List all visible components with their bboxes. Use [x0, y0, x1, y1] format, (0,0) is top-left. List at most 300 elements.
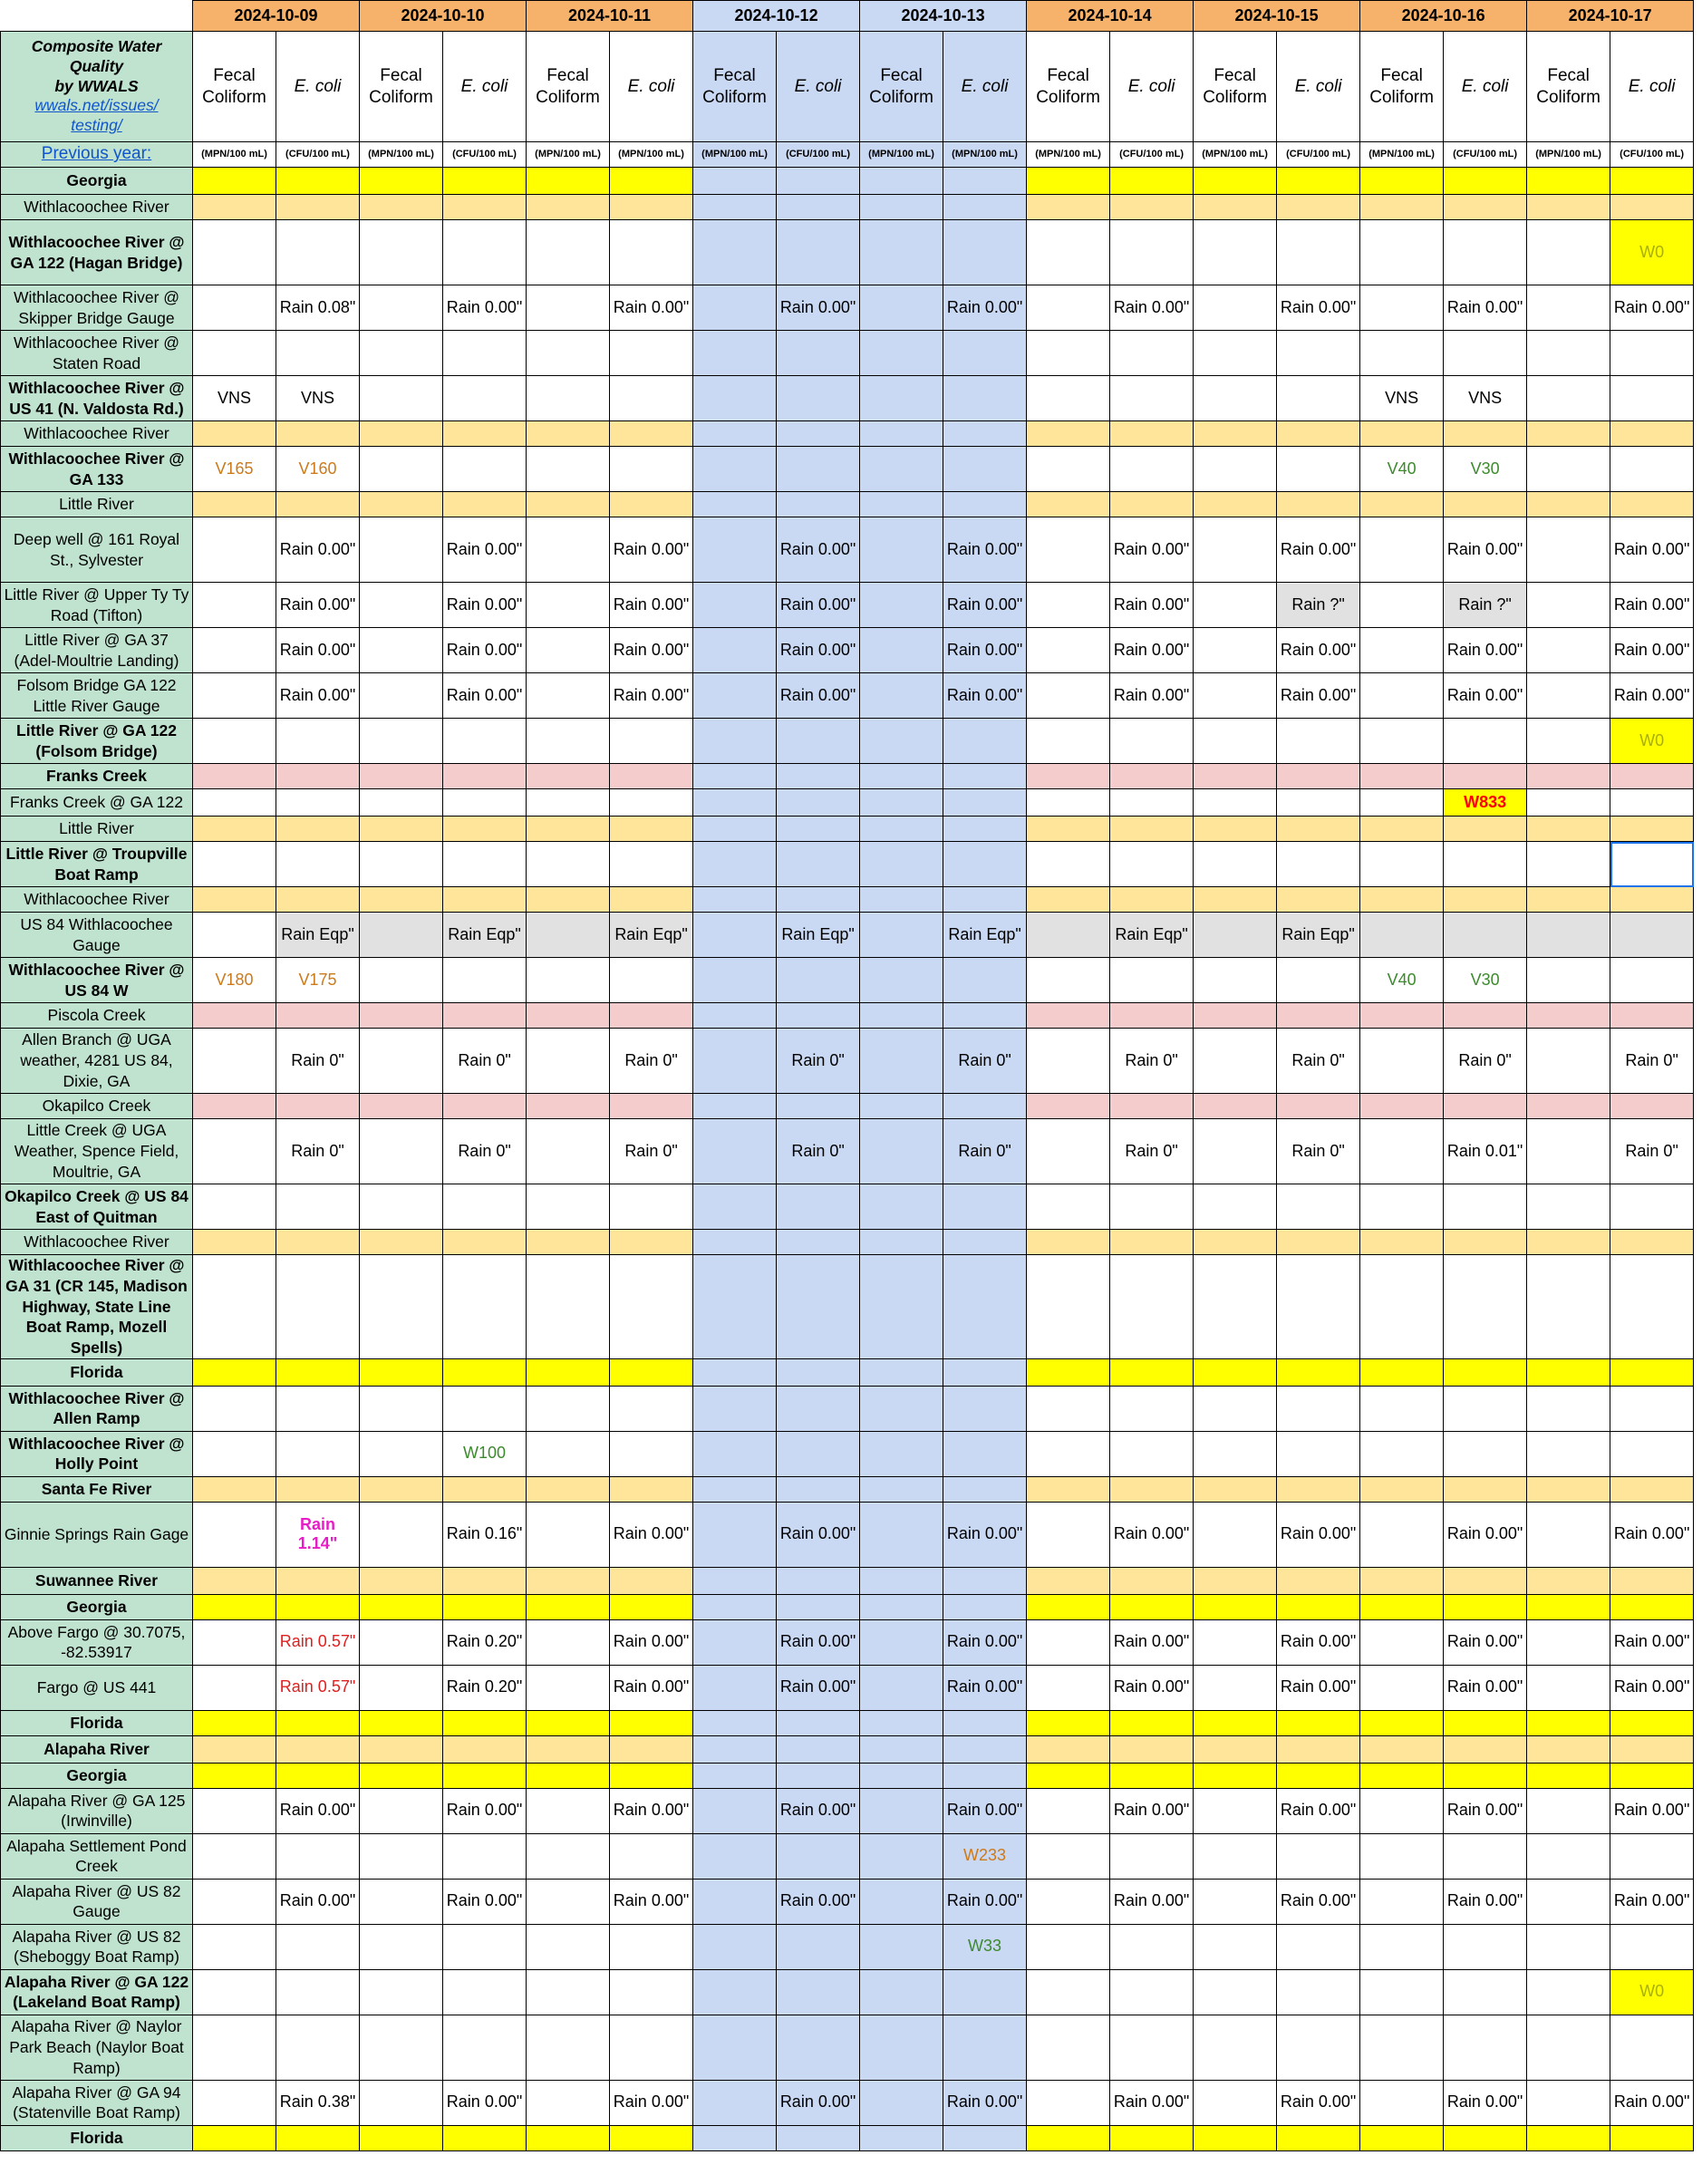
data-cell[interactable] [360, 719, 443, 764]
data-cell[interactable] [1360, 1619, 1444, 1665]
data-cell[interactable] [360, 887, 443, 913]
data-cell[interactable] [1610, 1735, 1694, 1763]
data-cell[interactable] [193, 1969, 276, 2015]
data-cell[interactable] [1277, 1476, 1360, 1502]
data-cell[interactable] [1360, 2080, 1444, 2125]
data-cell[interactable] [1444, 719, 1527, 764]
data-cell[interactable] [360, 168, 443, 195]
data-cell[interactable] [443, 2125, 527, 2150]
data-cell[interactable] [193, 195, 276, 220]
date-header-cell[interactable]: 2024-10-11 [527, 1, 693, 32]
site-name-cell[interactable]: Little River [1, 817, 193, 842]
data-cell[interactable] [360, 1230, 443, 1255]
data-cell[interactable]: Rain 0.38" [276, 2080, 360, 2125]
data-cell[interactable]: Rain 0.00" [1110, 2080, 1194, 2125]
data-cell[interactable] [193, 1184, 276, 1230]
data-cell[interactable] [527, 1386, 610, 1431]
data-cell[interactable] [1194, 958, 1277, 1003]
data-cell[interactable]: Rain 0.00" [943, 517, 1027, 583]
data-cell[interactable]: Rain 0.00" [610, 1788, 693, 1833]
data-cell[interactable]: Rain 0" [1610, 1119, 1694, 1184]
data-cell[interactable] [860, 1230, 943, 1255]
data-cell[interactable] [777, 1184, 860, 1230]
data-cell[interactable] [693, 764, 777, 789]
data-cell[interactable] [777, 1567, 860, 1594]
data-cell[interactable] [527, 517, 610, 583]
data-cell[interactable]: Rain 0.00" [777, 517, 860, 583]
data-cell[interactable]: Rain 0.00" [1610, 628, 1694, 673]
parameter-header-cell[interactable]: E. coli [1610, 32, 1694, 142]
data-cell[interactable] [1527, 1924, 1610, 1969]
data-cell[interactable] [1194, 719, 1277, 764]
data-cell[interactable] [610, 492, 693, 517]
data-cell[interactable]: Rain 0" [610, 1119, 693, 1184]
data-cell[interactable] [1027, 1710, 1110, 1735]
data-cell[interactable] [1610, 1094, 1694, 1119]
data-cell[interactable] [1444, 1710, 1527, 1735]
data-cell[interactable] [360, 1567, 443, 1594]
data-cell[interactable] [276, 1255, 360, 1359]
data-cell[interactable] [1360, 1184, 1444, 1230]
data-cell[interactable] [193, 673, 276, 719]
data-cell[interactable]: Rain 0.00" [443, 1879, 527, 1924]
data-cell[interactable] [1194, 421, 1277, 447]
parameter-header-cell[interactable]: E. coli [1110, 32, 1194, 142]
data-cell[interactable] [1360, 331, 1444, 376]
data-cell[interactable] [1527, 195, 1610, 220]
data-cell[interactable] [943, 376, 1027, 421]
data-cell[interactable] [693, 1567, 777, 1594]
data-cell[interactable] [1360, 1763, 1444, 1788]
data-cell[interactable] [193, 1119, 276, 1184]
data-cell[interactable] [777, 1094, 860, 1119]
data-cell[interactable]: Rain 0.00" [276, 517, 360, 583]
data-cell[interactable] [527, 842, 610, 887]
data-cell[interactable] [1110, 2015, 1194, 2080]
data-cell[interactable] [1527, 1788, 1610, 1833]
data-cell[interactable] [1110, 817, 1194, 842]
site-name-cell[interactable]: Ginnie Springs Rain Gage [1, 1502, 193, 1567]
data-cell[interactable]: Rain 0.00" [610, 1879, 693, 1924]
data-cell[interactable] [1110, 1476, 1194, 1502]
data-cell[interactable] [693, 517, 777, 583]
data-cell[interactable] [610, 220, 693, 285]
data-cell[interactable] [1527, 1230, 1610, 1255]
data-cell[interactable] [1194, 1833, 1277, 1879]
data-cell[interactable] [443, 789, 527, 817]
data-cell[interactable]: Rain 0.00" [1444, 517, 1527, 583]
data-cell[interactable] [527, 1431, 610, 1476]
data-cell[interactable] [1110, 1431, 1194, 1476]
data-cell[interactable] [193, 1029, 276, 1094]
data-cell[interactable] [1194, 1502, 1277, 1567]
data-cell[interactable] [1527, 2080, 1610, 2125]
data-cell[interactable] [1194, 673, 1277, 719]
data-cell[interactable] [1527, 887, 1610, 913]
data-cell[interactable] [276, 887, 360, 913]
data-cell[interactable]: Rain 0.00" [943, 628, 1027, 673]
data-cell[interactable] [1527, 1255, 1610, 1359]
data-cell[interactable] [777, 168, 860, 195]
data-cell[interactable] [860, 421, 943, 447]
data-cell[interactable] [1194, 1476, 1277, 1502]
data-cell[interactable] [276, 1184, 360, 1230]
data-cell[interactable] [1027, 1119, 1110, 1184]
data-cell[interactable]: Rain 0.00" [276, 1788, 360, 1833]
data-cell[interactable] [1194, 447, 1277, 492]
data-cell[interactable]: V165 [193, 447, 276, 492]
data-cell[interactable]: Rain 0.00" [1444, 628, 1527, 673]
data-cell[interactable]: Rain 0.00" [943, 1502, 1027, 1567]
data-cell[interactable] [1277, 887, 1360, 913]
data-cell[interactable] [943, 421, 1027, 447]
data-cell[interactable]: Rain 0.00" [943, 2080, 1027, 2125]
data-cell[interactable]: V40 [1360, 447, 1444, 492]
data-cell[interactable] [276, 1567, 360, 1594]
data-cell[interactable]: W0 [1610, 220, 1694, 285]
data-cell[interactable] [777, 719, 860, 764]
data-cell[interactable] [777, 887, 860, 913]
data-cell[interactable] [1360, 789, 1444, 817]
data-cell[interactable] [360, 1029, 443, 1094]
parameter-header-cell[interactable]: E. coli [276, 32, 360, 142]
units-cell[interactable]: (MPN/100 mL) [610, 142, 693, 168]
data-cell[interactable] [1194, 517, 1277, 583]
data-cell[interactable]: Rain 0.00" [443, 285, 527, 331]
data-cell[interactable] [360, 1879, 443, 1924]
data-cell[interactable] [527, 168, 610, 195]
data-cell[interactable] [1194, 887, 1277, 913]
data-cell[interactable] [1110, 1255, 1194, 1359]
data-cell[interactable]: Rain 0.00" [943, 1619, 1027, 1665]
data-cell[interactable] [443, 1003, 527, 1029]
data-cell[interactable] [360, 1788, 443, 1833]
data-cell[interactable] [943, 1431, 1027, 1476]
data-cell[interactable] [1194, 764, 1277, 789]
data-cell[interactable] [1027, 1502, 1110, 1567]
data-cell[interactable] [527, 673, 610, 719]
site-name-cell[interactable]: Withlacoochee River [1, 421, 193, 447]
data-cell[interactable] [777, 842, 860, 887]
data-cell[interactable]: V40 [1360, 958, 1444, 1003]
site-name-cell[interactable]: Withlacoochee River [1, 195, 193, 220]
data-cell[interactable] [693, 1029, 777, 1094]
data-cell[interactable] [1277, 2015, 1360, 2080]
data-cell[interactable]: Rain 0.00" [943, 1665, 1027, 1710]
previous-year-link[interactable]: Previous year: [41, 144, 152, 164]
data-cell[interactable] [1360, 628, 1444, 673]
data-cell[interactable] [443, 421, 527, 447]
data-cell[interactable] [1194, 285, 1277, 331]
data-cell[interactable] [527, 492, 610, 517]
data-cell[interactable] [193, 1094, 276, 1119]
site-name-cell[interactable]: Withlacoochee River @ US 41 (N. Valdosta Rd.) [1, 376, 193, 421]
data-cell[interactable] [1360, 583, 1444, 628]
data-cell[interactable] [860, 1879, 943, 1924]
data-cell[interactable] [527, 2015, 610, 2080]
data-cell[interactable]: Rain 0.00" [1277, 2080, 1360, 2125]
data-cell[interactable] [1610, 842, 1694, 887]
data-cell[interactable] [777, 1594, 860, 1619]
data-cell[interactable] [1110, 1386, 1194, 1431]
data-cell[interactable]: Rain 0.00" [1610, 285, 1694, 331]
data-cell[interactable]: Rain 0.00" [1277, 1879, 1360, 1924]
data-cell[interactable] [443, 958, 527, 1003]
data-cell[interactable] [527, 220, 610, 285]
data-cell[interactable] [1027, 1184, 1110, 1230]
data-cell[interactable] [443, 1094, 527, 1119]
data-cell[interactable] [1110, 220, 1194, 285]
data-cell[interactable] [360, 1735, 443, 1763]
data-cell[interactable] [1277, 1386, 1360, 1431]
data-cell[interactable] [527, 1594, 610, 1619]
data-cell[interactable] [1027, 421, 1110, 447]
data-cell[interactable] [1277, 1833, 1360, 1879]
data-cell[interactable] [860, 2125, 943, 2150]
data-cell[interactable] [1527, 1665, 1610, 1710]
data-cell[interactable] [1610, 1567, 1694, 1594]
data-cell[interactable] [777, 958, 860, 1003]
data-cell[interactable] [943, 220, 1027, 285]
data-cell[interactable] [1527, 1502, 1610, 1567]
data-cell[interactable] [1110, 958, 1194, 1003]
data-cell[interactable] [1444, 220, 1527, 285]
data-cell[interactable] [610, 789, 693, 817]
data-cell[interactable] [777, 195, 860, 220]
site-name-cell[interactable]: Withlacoochee River @ Staten Road [1, 331, 193, 376]
data-cell[interactable] [1027, 719, 1110, 764]
data-cell[interactable] [360, 220, 443, 285]
data-cell[interactable] [777, 376, 860, 421]
site-name-cell[interactable]: Little River @ Upper Ty Ty Road (Tifton) [1, 583, 193, 628]
data-cell[interactable] [860, 1969, 943, 2015]
data-cell[interactable] [777, 1230, 860, 1255]
data-cell[interactable] [693, 2125, 777, 2150]
data-cell[interactable]: V30 [1444, 447, 1527, 492]
data-cell[interactable] [1610, 1594, 1694, 1619]
data-cell[interactable] [443, 1735, 527, 1763]
data-cell[interactable] [1194, 1665, 1277, 1710]
data-cell[interactable] [1360, 887, 1444, 913]
data-cell[interactable] [1610, 168, 1694, 195]
data-cell[interactable] [777, 1924, 860, 1969]
data-cell[interactable] [1610, 817, 1694, 842]
data-cell[interactable] [1027, 492, 1110, 517]
data-cell[interactable]: V30 [1444, 958, 1527, 1003]
data-cell[interactable] [193, 1833, 276, 1879]
data-cell[interactable]: Rain 0.00" [1277, 628, 1360, 673]
data-cell[interactable] [360, 1184, 443, 1230]
data-cell[interactable] [1027, 673, 1110, 719]
data-cell[interactable] [443, 1567, 527, 1594]
data-cell[interactable] [943, 1255, 1027, 1359]
data-cell[interactable] [610, 1358, 693, 1386]
data-cell[interactable] [276, 1969, 360, 2015]
data-cell[interactable] [360, 1763, 443, 1788]
data-cell[interactable] [1027, 285, 1110, 331]
data-cell[interactable] [860, 492, 943, 517]
data-cell[interactable] [527, 719, 610, 764]
data-cell[interactable] [860, 376, 943, 421]
data-cell[interactable] [276, 2125, 360, 2150]
data-cell[interactable] [860, 1833, 943, 1879]
data-cell[interactable] [1110, 1735, 1194, 1763]
data-cell[interactable] [1360, 2125, 1444, 2150]
data-cell[interactable] [693, 1255, 777, 1359]
data-cell[interactable]: Rain 0.00" [610, 1665, 693, 1710]
data-cell[interactable] [1194, 1567, 1277, 1594]
data-cell[interactable] [1444, 1003, 1527, 1029]
data-cell[interactable]: Rain 1.14" [276, 1502, 360, 1567]
data-cell[interactable] [1444, 1476, 1527, 1502]
data-cell[interactable] [1110, 887, 1194, 913]
data-cell[interactable] [777, 764, 860, 789]
data-cell[interactable]: Rain 0.00" [943, 673, 1027, 719]
data-cell[interactable] [610, 887, 693, 913]
data-cell[interactable] [943, 1094, 1027, 1119]
data-cell[interactable]: W33 [943, 1924, 1027, 1969]
data-cell[interactable] [1277, 195, 1360, 220]
data-cell[interactable] [360, 447, 443, 492]
units-cell[interactable]: (CFU/100 mL) [1110, 142, 1194, 168]
data-cell[interactable] [1444, 1094, 1527, 1119]
data-cell[interactable] [777, 1255, 860, 1359]
data-cell[interactable] [1194, 1431, 1277, 1476]
data-cell[interactable] [693, 1358, 777, 1386]
data-cell[interactable] [1527, 492, 1610, 517]
data-cell[interactable] [610, 447, 693, 492]
data-cell[interactable] [860, 1184, 943, 1230]
data-cell[interactable] [1610, 789, 1694, 817]
parameter-header-cell[interactable]: Fecal Coliform [527, 32, 610, 142]
data-cell[interactable] [1527, 842, 1610, 887]
data-cell[interactable] [1527, 285, 1610, 331]
data-cell[interactable] [943, 2015, 1027, 2080]
data-cell[interactable] [1194, 1710, 1277, 1735]
data-cell[interactable] [360, 842, 443, 887]
data-cell[interactable] [443, 1358, 527, 1386]
data-cell[interactable] [1277, 764, 1360, 789]
data-cell[interactable] [360, 195, 443, 220]
data-cell[interactable] [193, 331, 276, 376]
data-cell[interactable] [1027, 1230, 1110, 1255]
data-cell[interactable]: Rain Eqp" [1110, 913, 1194, 958]
data-cell[interactable] [360, 789, 443, 817]
site-name-cell[interactable]: Above Fargo @ 30.7075, -82.53917 [1, 1619, 193, 1665]
data-cell[interactable] [1360, 1230, 1444, 1255]
data-cell[interactable] [610, 1094, 693, 1119]
data-cell[interactable] [1360, 1431, 1444, 1476]
data-cell[interactable] [1027, 1788, 1110, 1833]
data-cell[interactable]: Rain 0.00" [777, 285, 860, 331]
data-cell[interactable] [193, 1476, 276, 1502]
data-cell[interactable]: VNS [276, 376, 360, 421]
data-cell[interactable] [360, 1003, 443, 1029]
data-cell[interactable] [276, 1710, 360, 1735]
date-header-cell[interactable]: 2024-10-16 [1360, 1, 1527, 32]
data-cell[interactable] [1444, 1358, 1527, 1386]
data-cell[interactable] [943, 1567, 1027, 1594]
data-cell[interactable] [360, 1619, 443, 1665]
data-cell[interactable] [1360, 1029, 1444, 1094]
data-cell[interactable]: Rain 0.00" [1610, 1665, 1694, 1710]
data-cell[interactable] [860, 1255, 943, 1359]
data-cell[interactable]: Rain 0.00" [1610, 1788, 1694, 1833]
data-cell[interactable] [693, 1833, 777, 1879]
data-cell[interactable] [777, 421, 860, 447]
data-cell[interactable] [193, 1763, 276, 1788]
data-cell[interactable] [360, 673, 443, 719]
data-cell[interactable] [860, 447, 943, 492]
site-name-cell[interactable]: Alapaha River @ US 82 Gauge [1, 1879, 193, 1924]
data-cell[interactable] [443, 1833, 527, 1879]
data-cell[interactable] [777, 331, 860, 376]
data-cell[interactable] [1444, 1230, 1527, 1255]
data-cell[interactable] [777, 1735, 860, 1763]
data-cell[interactable] [443, 331, 527, 376]
data-cell[interactable] [693, 958, 777, 1003]
data-cell[interactable] [610, 1476, 693, 1502]
data-cell[interactable] [860, 1386, 943, 1431]
data-cell[interactable] [193, 220, 276, 285]
data-cell[interactable] [943, 447, 1027, 492]
data-cell[interactable] [1360, 1567, 1444, 1594]
data-cell[interactable] [610, 2125, 693, 2150]
data-cell[interactable] [443, 447, 527, 492]
data-cell[interactable] [1527, 1386, 1610, 1431]
site-name-cell[interactable]: Fargo @ US 441 [1, 1665, 193, 1710]
site-name-cell[interactable]: Georgia [1, 168, 193, 195]
data-cell[interactable] [527, 1665, 610, 1710]
data-cell[interactable] [777, 789, 860, 817]
site-name-cell[interactable]: Alapaha River @ GA 125 (Irwinville) [1, 1788, 193, 1833]
data-cell[interactable] [1360, 195, 1444, 220]
data-cell[interactable] [1194, 583, 1277, 628]
data-cell[interactable] [693, 1476, 777, 1502]
data-cell[interactable] [693, 285, 777, 331]
data-cell[interactable]: Rain 0.00" [1277, 285, 1360, 331]
data-cell[interactable] [1277, 1567, 1360, 1594]
site-name-cell[interactable]: US 84 Withlacoochee Gauge [1, 913, 193, 958]
data-cell[interactable] [1610, 887, 1694, 913]
data-cell[interactable] [1527, 517, 1610, 583]
data-cell[interactable] [193, 1386, 276, 1431]
data-cell[interactable] [276, 1358, 360, 1386]
data-cell[interactable] [360, 817, 443, 842]
data-cell[interactable] [1527, 220, 1610, 285]
data-cell[interactable] [860, 1431, 943, 1476]
site-name-cell[interactable]: Withlacoochee River @ Allen Ramp [1, 1386, 193, 1431]
data-cell[interactable] [1527, 913, 1610, 958]
data-cell[interactable] [1277, 168, 1360, 195]
data-cell[interactable] [1444, 195, 1527, 220]
data-cell[interactable] [443, 1476, 527, 1502]
data-cell[interactable] [1277, 958, 1360, 1003]
data-cell[interactable] [1277, 1924, 1360, 1969]
data-cell[interactable] [360, 421, 443, 447]
data-cell[interactable] [1110, 195, 1194, 220]
data-cell[interactable] [693, 492, 777, 517]
data-cell[interactable] [1444, 764, 1527, 789]
data-cell[interactable] [1527, 1710, 1610, 1735]
data-cell[interactable] [1610, 764, 1694, 789]
data-cell[interactable] [693, 673, 777, 719]
data-cell[interactable] [860, 1094, 943, 1119]
data-cell[interactable]: Rain 0.57" [276, 1665, 360, 1710]
data-cell[interactable] [527, 1184, 610, 1230]
data-cell[interactable]: Rain 0.00" [1277, 1788, 1360, 1833]
data-cell[interactable] [1527, 628, 1610, 673]
